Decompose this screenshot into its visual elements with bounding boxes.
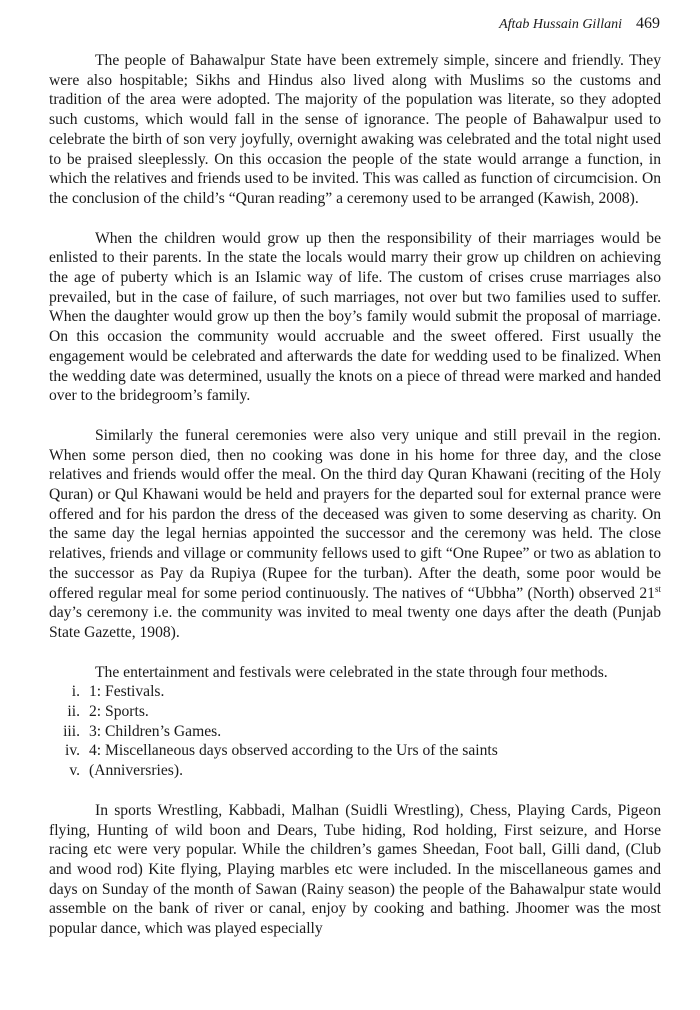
- paragraph-funeral-text-b: day’s ceremony i.e. the community was invited to meal twenty one days after the death (Punjab State Gazette, 1908).: [49, 604, 661, 641]
- list-item-text: 2: Sports.: [89, 703, 149, 721]
- list-item-text: 1: Festivals.: [89, 683, 165, 701]
- list-item-number: iii.: [63, 722, 80, 740]
- paragraph-marriage-customs: When the children would grow up then the responsibility of their marriages would be enlisted to their parents. In the state the locals would marry their grow up children on achieving the age of puberty which is an Islamic way of life. The custom of crises cruse marriages also prevailed, but in the case of failure, of such marriages, not over but two families used to suffer. When the daughter would grow up then the boy’s family would submit the proposal of marriage. On this occasion the community would accruable and the sweet offered. First usually the engagement would be celebrated and afterwards the date for wedding used to be finalized. When the wedding date was determined, usually the knots on a piece of thread were marked and handed over to the bridegroom’s family.: [49, 229, 661, 405]
- running-header: [499, 14, 660, 35]
- list-item-number: v.: [69, 762, 80, 780]
- list-item-number: iv.: [64, 742, 80, 760]
- list-item-number: ii.: [67, 703, 80, 721]
- paragraph-sports-games: In sports Wrestling, Kabbadi, Malhan (Suidli Wrestling), Chess, Playing Cards, Pigeon flying, Hunting of wild boon and Dears, Tube hiding, Rod holding, First seizure, and Horse racing etc were very popular. While the children’s games Sheedan, Foot ball, Gilli dand, (Club and wood rod) Kite flying, Playing marbles etc were included. In the miscellaneous games and days on Sunday of the month of Sawan (Rainy season) the people of the Bahawalpur state would assemble on the bank of river or canal, enjoy by cooking and bathing. Jhoomer was the most popular dance, which was played especially: [49, 801, 661, 938]
- article-body: [49, 51, 661, 939]
- paragraph-funeral-customs: [49, 426, 661, 643]
- list-item-text: 4: Miscellaneous days observed according to the Urs of the saints: [89, 742, 498, 760]
- ordinal-suffix: st: [654, 583, 661, 594]
- list-item: [49, 702, 661, 722]
- list-item-number: i.: [71, 683, 80, 701]
- page-number: 469: [636, 15, 660, 32]
- paragraph-entertainment-intro: The entertainment and festivals were celebrated in the state through four methods.: [95, 663, 608, 681]
- header-author: Aftab Hussain Gillani: [499, 17, 622, 32]
- list-item: [49, 741, 661, 761]
- paragraph-birth-customs: The people of Bahawalpur State have been extremely simple, sincere and friendly. They were also hospitable; Sikhs and Hindus also lived along with Muslims so the customs and tradition of the area were adopted. The majority of the population was literate, so they adopted such customs, which would fall in the sense of ignorance. The people of Bahawalpur used to celebrate the birth of son very joyfully, overnight awaking was celebrated and the total night used to be praised sleeplessly. On this occasion the people of the state would arrange a function, in which the relatives and friends used to be invited. This was called as function of circumcision. On the conclusion of the child’s “Quran reading” a ceremony used to be arranged (Kawish, 2008).: [49, 52, 661, 207]
- list-item: [49, 682, 661, 702]
- list-item-text: (Anniversries).: [89, 762, 183, 780]
- list-item: [49, 761, 661, 781]
- methods-list: [49, 682, 661, 780]
- paragraph-funeral-text-a: Similarly the funeral ceremonies were also very unique and still prevail in the region. When some person died, then no cooking was done in his home for three day, and the close relatives and friends would offer the meal. On the third day Quran Khawani (reciting of the Holy Quran) or Qul Khawani would be held and prayers for the departed soul for external prance were offered and for his pardon the dress of the deceased was given to some deserving as charity. On the same day the legal hernias appointed the successor and the ceremony was held. The close relatives, friends and village or community fellows used to gift “One Rupee” or two as ablation to the successor as Pay da Rupiya (Rupee for the turban). After the death, some poor would be offered regular meal for some period continuously. The natives of “Ubbha” (North) observed 21: [49, 426, 661, 602]
- list-item: [49, 722, 661, 742]
- list-item-text: 3: Children’s Games.: [89, 722, 222, 740]
